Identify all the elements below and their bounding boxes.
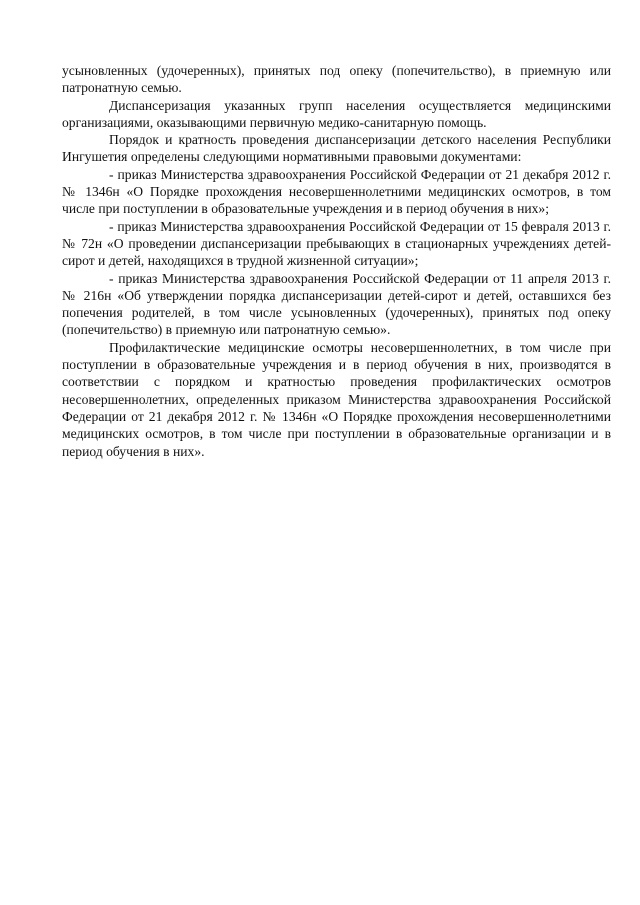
document-page bbox=[62, 62, 611, 460]
paragraph-normative-documents: Порядок и кратность проведения диспансеризации детского населения Республики Ингушетия определены следующими нормативными правовыми документами: bbox=[62, 132, 611, 165]
paragraph-dispensary-organizations: Диспансеризация указанных групп населения осуществляется медицинскими организациями, оказывающими первичную медико-санитарную помощь. bbox=[62, 97, 611, 130]
paragraph-continuation: усыновленных (удочеренных), принятых под опеку (попечительство), в приемную или патронатную семью. bbox=[62, 63, 611, 96]
list-item-order-216n: - приказ Министерства здравоохранения Российской Федерации от 11 апреля 2013 г. № 216н «Об утверждении порядка диспансеризации детей-сирот и детей, оставшихся без попечения родителей, в том числе усыновленных (удочеренных), принятых под опеку (попечительство) в приемную или патронатную семью». bbox=[62, 270, 611, 338]
paragraph-preventive-examinations: Профилактические медицинские осмотры несовершеннолетних, в том числе при поступлении в образовательные учреждения и в период обучения в них, производятся в соответствии с порядком и кратностью проведения профилактических осмотров несовершеннолетних, определенных приказом Министерства здравоохранения Российской Федерации от 21 декабря 2012 г. № 1346н «О Порядке прохождения несовершеннолетними медицинских осмотров, в том числе при поступлении в образовательные организации и в период обучения в них». bbox=[62, 339, 611, 459]
list-item-order-1346n: - приказ Министерства здравоохранения Российской Федерации от 21 декабря 2012 г. № 1346н «О Порядке прохождения несовершеннолетними медицинских осмотров, в том числе при поступлении в образовательные учреждения и в период обучения в них»; bbox=[62, 166, 611, 217]
list-item-order-72n: - приказ Министерства здравоохранения Российской Федерации от 15 февраля 2013 г. № 72н «О проведении диспансеризации пребывающих в стационарных учреждениях детей-сирот и детей, находящихся в трудной жизненной ситуации»; bbox=[62, 218, 611, 269]
